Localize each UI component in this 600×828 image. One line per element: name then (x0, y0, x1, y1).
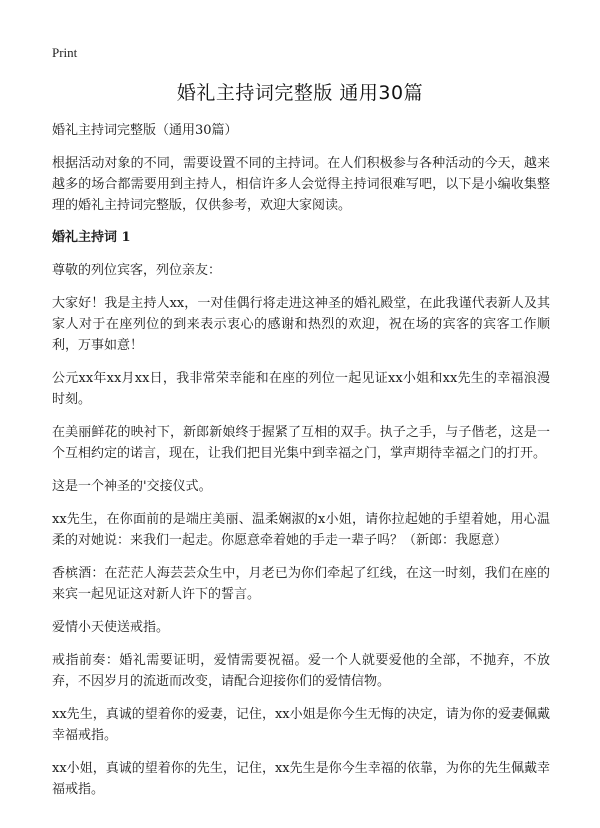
page-title: 婚礼主持词完整版 通用30篇 (176, 82, 424, 104)
paragraph: xx小姐，真诚的望着你的先生，记住，xx先生是你今生幸福的依靠，为你的先生佩戴幸福戒指。 (52, 761, 550, 797)
paragraph: 爱情小天使送戒指。 (52, 620, 170, 635)
paragraph: xx先生，在你面前的是端庄美丽、温柔娴淑的x小姐，请你拉起她的手望着她，用心温柔的对她说：来我们一起走。你愿意牵着她的手走一辈子吗？（新郎：我愿意） (52, 512, 550, 548)
document-body (52, 121, 550, 812)
paragraph: 尊敬的列位宾客，列位亲友： (52, 263, 222, 278)
intro-paragraph: 根据活动对象的不同，需要设置不同的主持词。在人们积极参与各种活动的今天，越来越多的场合都需要用到主持人，相信许多人会觉得主持词很难写吧，以下是小编收集整理的婚礼主持词完整版，仅供参考，欢迎大家阅读。 (52, 156, 550, 213)
paragraph: xx先生，真诚的望着你的爱妻，记住，xx小姐是你今生无悔的决定，请为你的爱妻佩戴幸福戒指。 (52, 707, 550, 743)
paragraph: 这是一个神圣的'交接仪式。 (52, 479, 212, 494)
document-subtitle: 婚礼主持词完整版（通用30篇） (52, 123, 238, 138)
paragraph: 戒指前奏：婚礼需要证明，爱情需要祝福。爱一个人就要爱他的全部，不抛弃，不放弃，不因岁月的流逝而改变，请配合迎接你们的爱情信物。 (52, 653, 550, 689)
paragraph: 大家好！我是主持人xx，一对佳偶行将走进这神圣的婚礼殿堂，在此我谨代表新人及其家人对于在座列位的到来表示衷心的感谢和热烈的欢迎，祝在场的宾客的宾客工作顺利，万事如意！ (52, 296, 550, 353)
print-link[interactable]: Print (52, 45, 78, 60)
paragraph: 香槟酒：在茫茫人海芸芸众生中，月老已为你们牵起了红线，在这一时刻，我们在座的来宾一起见证这对新人许下的誓言。 (52, 566, 550, 602)
paragraph: 公元xx年xx月xx日，我非常荣幸能和在座的列位一起见证xx小姐和xx先生的幸福浪漫时刻。 (52, 371, 550, 407)
section-heading: 婚礼主持词 1 (52, 230, 131, 245)
paragraph: 在美丽鲜花的映衬下，新郎新娘终于握紧了互相的双手。执子之手，与子偕老，这是一个互相约定的诺言，现在，让我们把目光集中到幸福之门，掌声期待幸福之门的打开。 (52, 425, 550, 461)
